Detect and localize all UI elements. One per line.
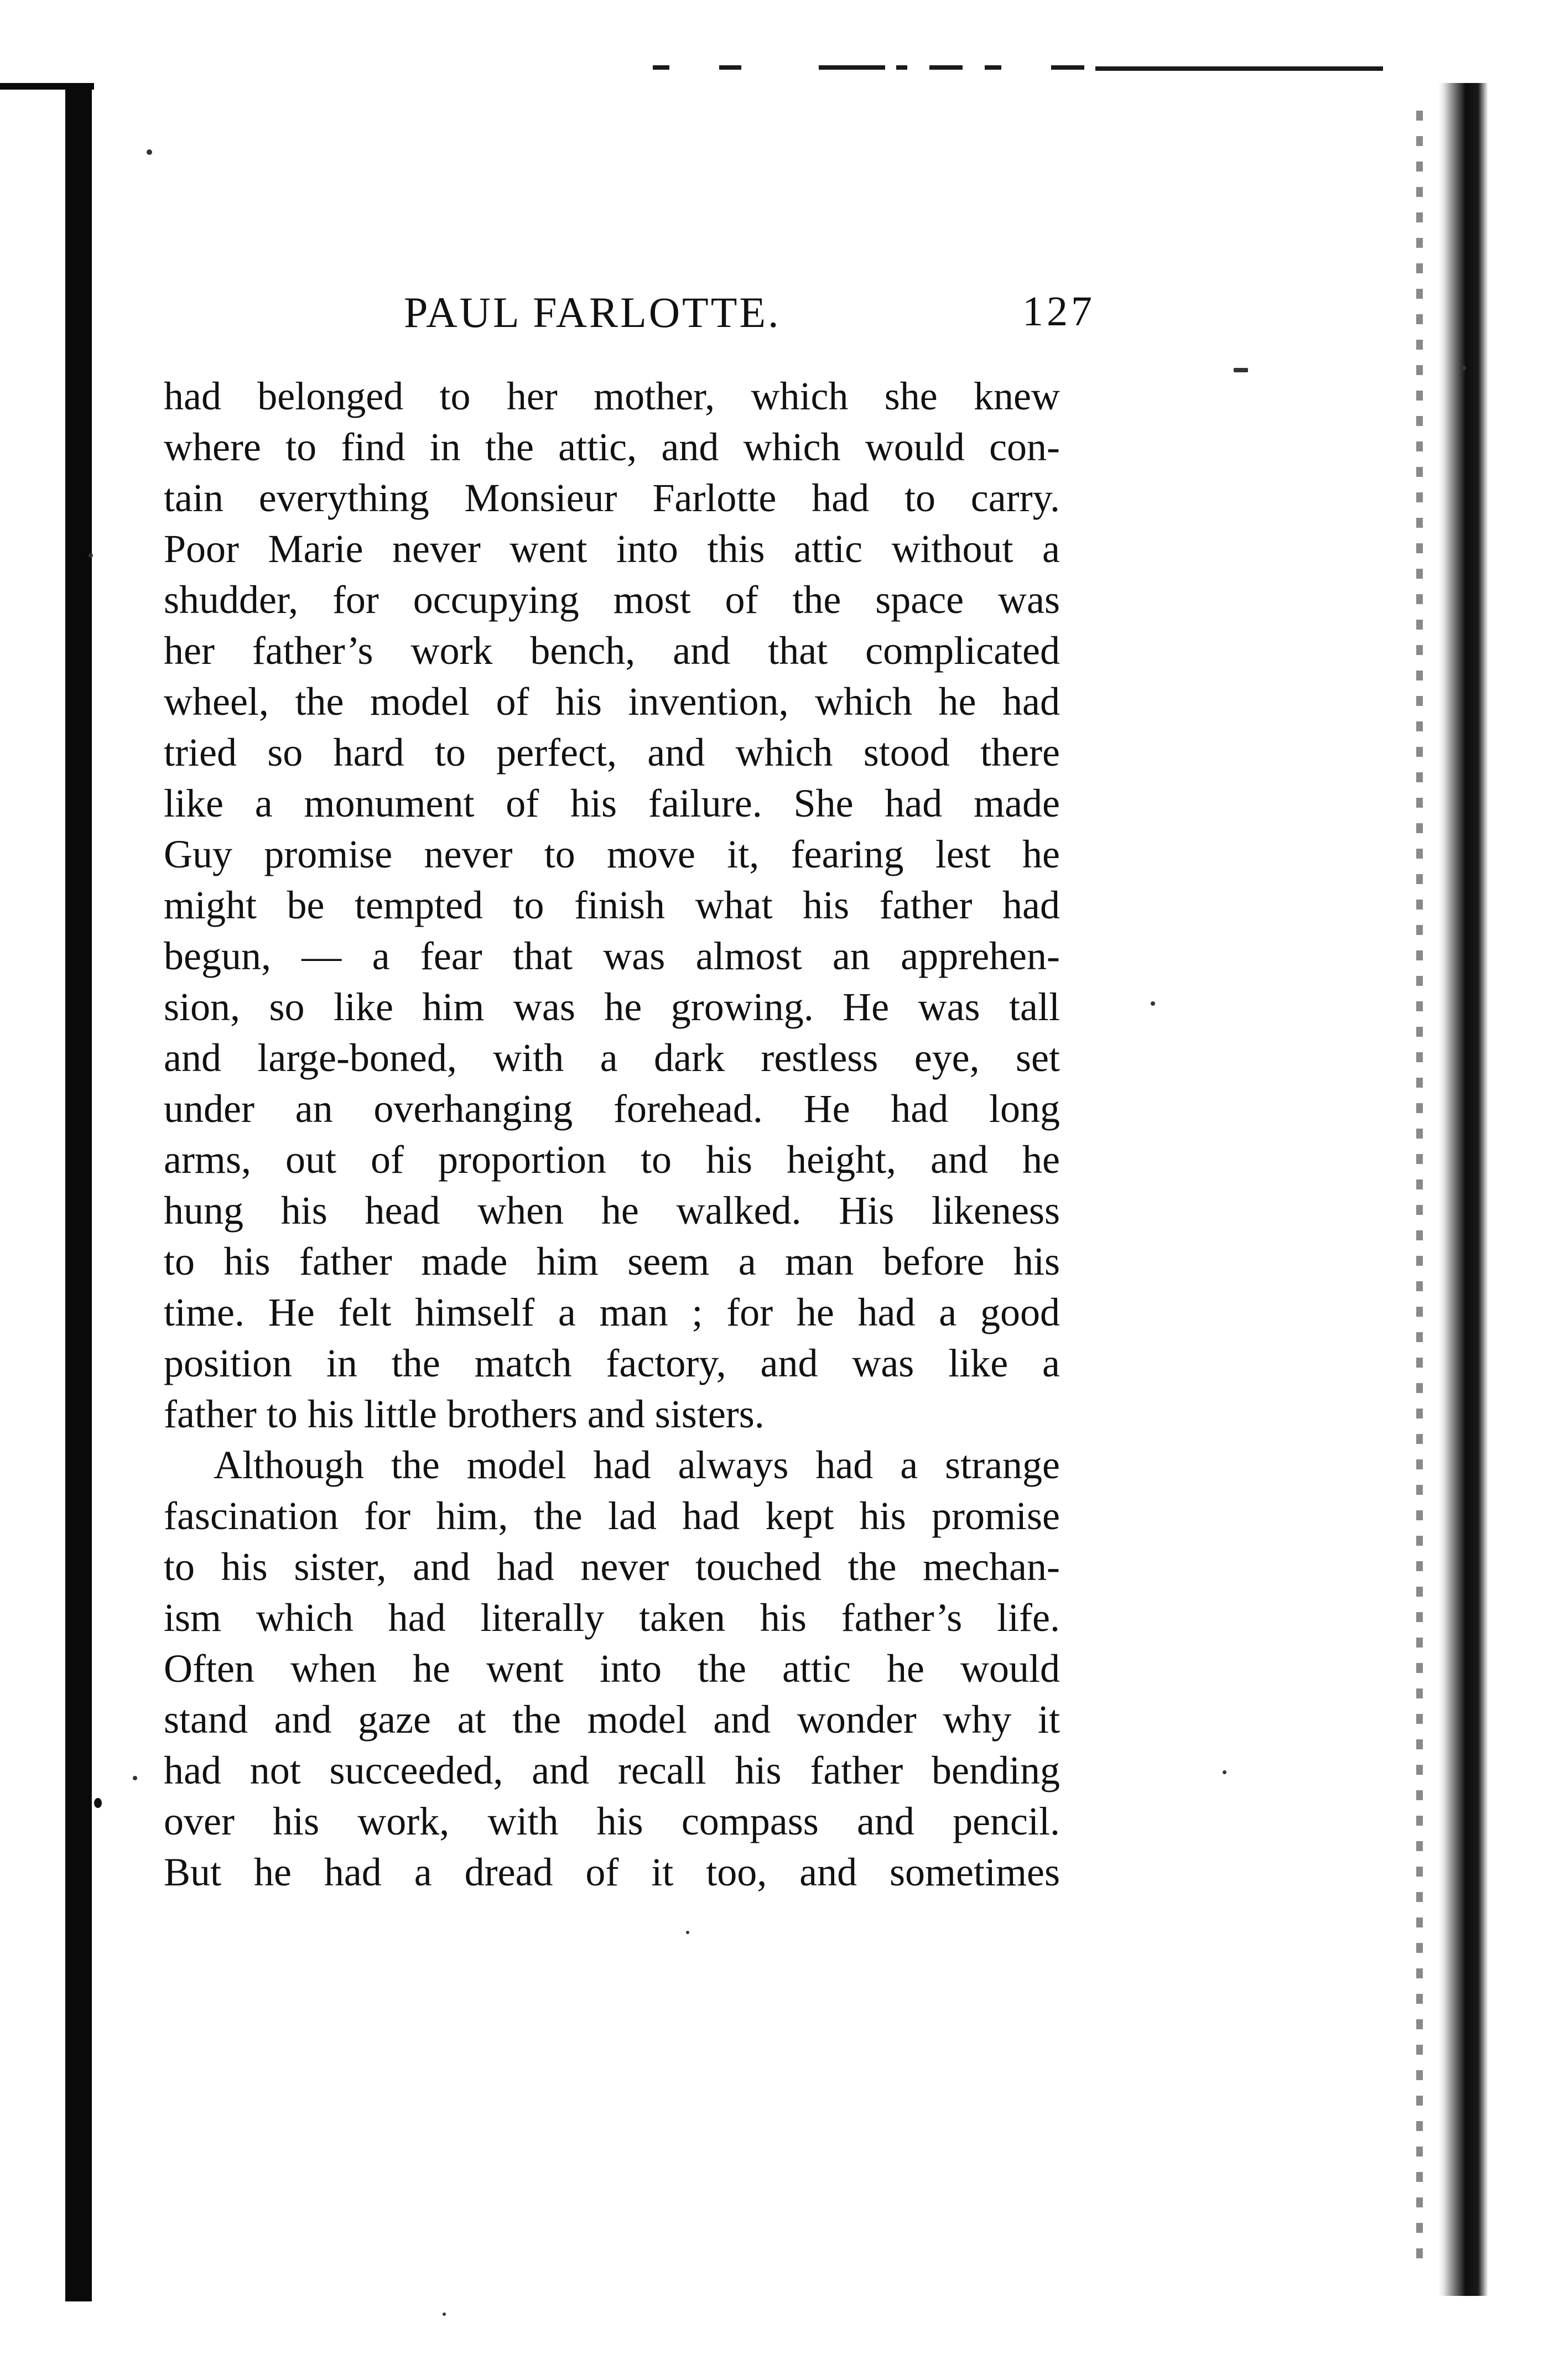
scan-speck <box>1234 368 1248 372</box>
scan-speck <box>1223 1770 1226 1774</box>
text-line: Guy promise never to move it, fearing lest he <box>164 832 1060 876</box>
binding-edge <box>65 83 92 2301</box>
text-line: But he had a dread of it too, and sometimes <box>164 1850 1060 1894</box>
text-line: like a monument of his failure. She had made <box>164 781 1060 825</box>
scan-speck <box>133 1776 137 1780</box>
text-line: tain everything Monsieur Farlotte had to carry. <box>164 476 1060 520</box>
scan-speck <box>443 2313 446 2316</box>
page-gutter-shadow <box>1438 83 1488 2296</box>
running-head: PAUL FARLOTTE. <box>404 288 781 336</box>
scan-speck <box>147 149 152 155</box>
torn-top-edge <box>653 65 1427 73</box>
text-line: position in the match factory, and was like a <box>164 1341 1060 1385</box>
page-gutter-marks <box>1416 111 1423 2268</box>
scan-speck <box>94 1798 102 1808</box>
scan-speck <box>1460 365 1466 371</box>
text-line: stand and gaze at the model and wonder why it <box>164 1697 1060 1742</box>
text-line: had belonged to her mother, which she knew <box>164 374 1060 418</box>
text-line: wheel, the model of his invention, which he had <box>164 679 1060 724</box>
scan-speck <box>686 1931 689 1934</box>
text-line: tried so hard to perfect, and which stood there <box>164 730 1060 775</box>
text-line: arms, out of proportion to his height, and he <box>164 1137 1060 1182</box>
text-line: and large-boned, with a dark restless eye, set <box>164 1036 1060 1080</box>
scan-speck <box>1151 1001 1155 1006</box>
text-line: sion, so like him was he growing. He was tall <box>164 985 1060 1029</box>
text-line: might be tempted to finish what his father had <box>164 883 1060 927</box>
text-line: her father’s work bench, and that complicated <box>164 628 1060 673</box>
text-line-paragraph-start: Although the model had always had a strange <box>214 1443 1060 1487</box>
page-header <box>404 288 1095 349</box>
text-line: Poor Marie never went into this attic without a <box>164 527 1060 571</box>
text-line: under an overhanging forehead. He had long <box>164 1087 1060 1131</box>
text-line: father to his little brothers and sisters. <box>164 1392 765 1436</box>
text-line: hung his head when he walked. His likeness <box>164 1188 1060 1233</box>
body-text <box>164 371 1060 1898</box>
text-line: time. He felt himself a man ; for he had a good <box>164 1290 1060 1334</box>
text-line: to his father made him seem a man before his <box>164 1239 1060 1283</box>
text-line: begun, — a fear that was almost an apprehen- <box>164 934 1060 978</box>
text-line: Often when he went into the attic he would <box>164 1646 1060 1691</box>
text-line: shudder, for occupying most of the space was <box>164 578 1060 622</box>
text-line: ism which had literally taken his father’s life. <box>164 1596 1060 1640</box>
text-line: over his work, with his compass and pencil. <box>164 1799 1060 1843</box>
text-line: fascination for him, the lad had kept his promise <box>164 1494 1060 1538</box>
text-line: where to find in the attic, and which would con- <box>164 425 1060 469</box>
scan-speck <box>89 553 93 558</box>
text-line: had not succeeded, and recall his father bending <box>164 1748 1060 1792</box>
text-line: to his sister, and had never touched the mechan- <box>164 1545 1060 1589</box>
page-number: 127 <box>1022 288 1095 335</box>
